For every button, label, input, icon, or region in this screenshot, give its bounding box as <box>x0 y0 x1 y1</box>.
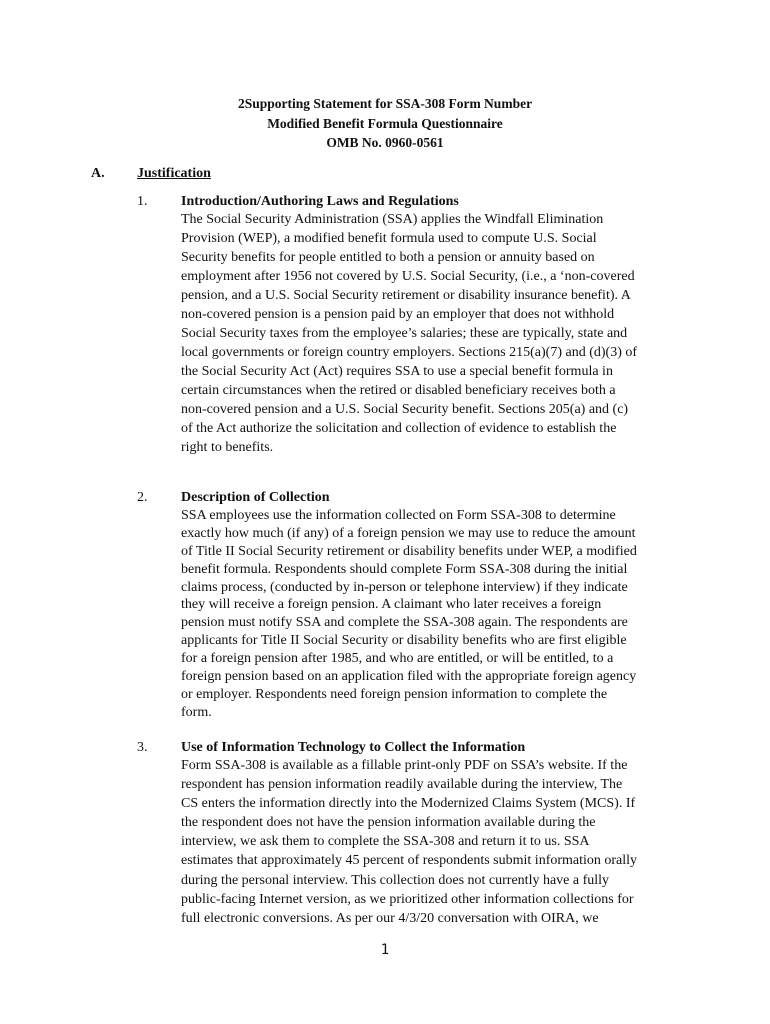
section-title: Justification <box>137 166 211 181</box>
item-2-body <box>181 507 701 722</box>
item-1-line: The Social Security Administration (SSA) applies the Windfall Elimination <box>181 212 604 227</box>
item-3-line: interview, we ask them to complete the SSA-308 and return it to us. SSA <box>181 834 590 850</box>
item-1-line: certain circumstances when the retired or disabled beneficiary receives both a <box>181 383 616 398</box>
item-2-line: for a foreign pension after 1985, and who are entitled, or will be entitled, to a <box>181 651 614 667</box>
item-3-title: Use of Information Technology to Collect the Information <box>181 740 526 755</box>
item-2-line: or employer. Respondents need foreign pension information to complete the <box>181 686 608 702</box>
item-3-line: CS enters the information directly into the Modernized Claims System (MCS). If <box>181 796 636 812</box>
item-2-line: pension must notify SSA and complete the SSA-308 again. The respondents are <box>181 615 628 631</box>
title-line-2: Modified Benefit Formula Questionnaire <box>267 115 503 131</box>
item-1-title: Introduction/Authoring Laws and Regulations <box>181 194 459 209</box>
item-2-line: claims process, (conducted by in-person or telephone interview) if they indicate <box>181 579 628 595</box>
item-3-body <box>181 756 701 928</box>
item-3-line: public-facing Internet version, as we prioritized other information collections for <box>181 891 634 907</box>
item-1-line: right to benefits. <box>181 440 274 455</box>
section-letter: A. <box>91 166 105 181</box>
item-1-line: employment after 1956 not covered by U.S. Social Security, (i.e., a ‘non-covered <box>181 269 635 284</box>
title-line-1: 2Supporting Statement for SSA-308 Form Number <box>237 96 533 111</box>
item-3-line: estimates that approximately 45 percent of respondents submit information orally <box>181 853 638 869</box>
item-3-line: full electronic conversions. As per our 4/3/20 conversation with OIRA, we <box>181 910 599 926</box>
item-1-line: Social Security taxes from the employee’s salaries; these are typically, state and <box>181 326 628 341</box>
item-1-line: pension, and a U.S. Social Security retirement or disability insurance benefit). A <box>181 288 631 303</box>
item-2-line: they will receive a foreign pension. A claimant who later receives a foreign <box>181 597 602 613</box>
item-1-line: local governments or foreign country employers. Sections 215(a)(7) and (d)(3) of <box>181 345 638 360</box>
item-1-line: Security benefits for people entitled to both a pension or annuity based on <box>181 250 595 265</box>
item-1-line: non-covered pension is a pension paid by an employer that does not withhold <box>181 307 615 322</box>
page-number: 1 <box>380 942 390 958</box>
item-2-number: 2. <box>137 490 148 505</box>
item-3-line: the respondent does not have the pension information available during the <box>181 815 596 831</box>
item-2-line: form. <box>181 704 212 720</box>
item-2-title: Description of Collection <box>181 490 330 505</box>
item-3-line: respondent has pension information readily available during the interview, The <box>181 777 623 793</box>
item-2-line: SSA employees use the information collected on Form SSA-308 to determine <box>181 508 616 523</box>
item-3-number: 3. <box>137 740 148 755</box>
item-3-line: Form SSA-308 is available as a fillable print-only PDF on SSA’s website. If the <box>181 758 628 773</box>
document-title <box>0 94 770 153</box>
item-1-line: Provision (WEP), a modified benefit formula used to compute U.S. Social <box>181 231 597 246</box>
item-2-line: benefit formula. Respondents should complete Form SSA-308 during the initial <box>181 561 628 577</box>
item-2-line: of Title II Social Security retirement or disability benefits under WEP, a modified <box>181 543 637 559</box>
item-3-line: during the personal interview. This collection does not currently have a fully <box>181 872 610 888</box>
item-1-body <box>181 210 701 457</box>
title-line-3: OMB No. 0960-0561 <box>326 135 444 150</box>
item-2-line: applicants for Title II Social Security or disability benefits who are first eligible <box>181 633 627 649</box>
item-1-number: 1. <box>137 194 148 209</box>
item-1-line: non-covered pension and a U.S. Social Security benefit. Sections 205(a) and (c) <box>181 402 629 417</box>
item-1-line: the Social Security Act (Act) requires SSA to use a special benefit formula in <box>181 364 613 379</box>
item-2-line: exactly how much (if any) of a foreign pension we may use to reduce the amount <box>181 525 636 541</box>
item-1-line: of the Act authorize the solicitation and collection of evidence to establish the <box>181 421 617 436</box>
item-2-line: foreign pension based on an application filed with the appropriate foreign agency <box>181 669 637 685</box>
